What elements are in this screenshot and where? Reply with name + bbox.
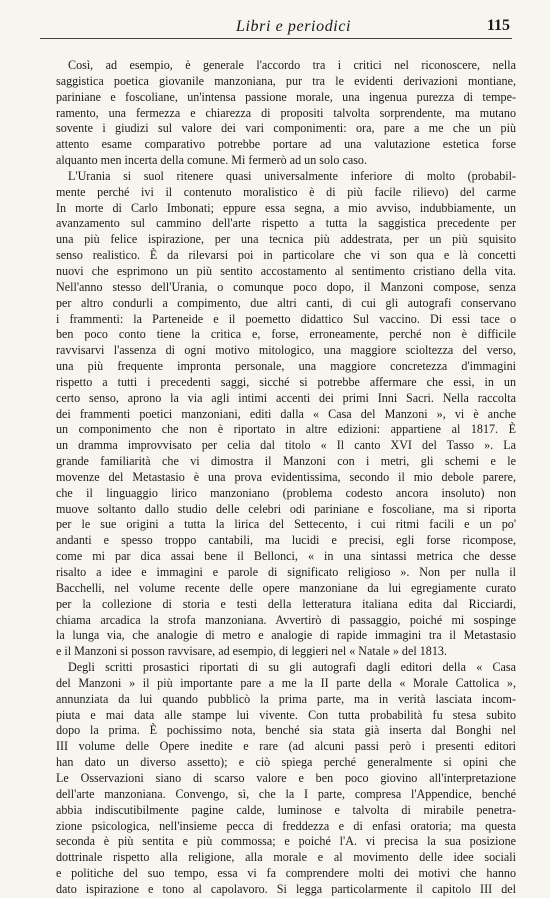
text-line: avanzamento sul cammino dell'arte rispetto a tutta la saggistica precedente per (56, 216, 516, 231)
text-line: una più frequente impronta personale, una maggiore concretezza d'immagini (56, 359, 516, 374)
text-line: Le Osservazioni siano di scarso valore e ben poco giovino all'interpretazione (56, 770, 516, 785)
text-line: ramento, una fermezza e chiarezza di propositi talvolta sorprendente, ma mutano (56, 105, 516, 120)
text-line: un dramma improvvisato per celia dal titolo « Il canto XVI del Tasso ». La (56, 438, 516, 453)
text-line: attento esame comparativo potrebbe portare ad una valutazione estetica forse (56, 137, 516, 152)
text-line: annunziata da lui quando pubblicò la prima parte, ma in verità lasciata incom- (56, 691, 516, 706)
text-line: senso realistico. È da rilevarsi poi in particolare che vi son qua e là concetti (56, 248, 516, 263)
text-line: per la collezione di storia e testi della letteratura italiana edita dal Ricciardi, (56, 596, 516, 611)
text-line: III volume delle Opere inedite e rare (ad alcuni passi però i presenti editori (56, 739, 516, 754)
text-line: Così, ad esempio, è generale l'accordo tra i critici nel riconoscere, nella (68, 58, 516, 72)
body-text (56, 58, 516, 898)
text-line: un componimento che non è riportato in altre edizioni: appartiene al 1817. È (56, 422, 516, 437)
text-line: dopo la prima. È pochissimo nota, benché sia stata già inserta dal Bonghi nel (56, 723, 516, 738)
text-line: mente perché ivi il contenuto moralistico è di più facile rilievo) del carme (56, 184, 516, 199)
text-line: seconda è più sentita e più commossa; e poiché l'A. vi precisa la sua posizione (56, 834, 516, 849)
text-line: per altro condurli a compimento, due altri canti, di cui gli autografi conservano (56, 295, 516, 310)
text-line: ben poco conto tiene la critica e, forse, erroneamente, perché non è difficile (56, 327, 516, 342)
text-line: pariniane e foscoliane, un'intensa passione morale, una ingenua purezza di tempe- (56, 89, 516, 104)
text-line: L'Urania si suol ritenere quasi universalmente inferiore di molto (probabil- (68, 168, 516, 183)
text-line: muove soltanto dallo studio delle celebri odi pariniane e foscoliane, ma si riporta (56, 501, 516, 516)
text-line: han dato un diverso assetto); e ciò spiega perché generalmente si opini che (56, 755, 516, 770)
text-line: In morte di Carlo Imbonati; eppure essa segna, a mio avviso, indubbiamente, un (56, 200, 516, 215)
text-line: saggistica poetica giovanile manzoniana, pur tra le evidenti derivazioni montiane, (56, 73, 516, 88)
text-line: Bacchelli, nel volume recente delle opere manzoniane da lui egregiamente curato (56, 580, 516, 595)
text-line: del Manzoni » il più importante pare a me la II parte della « Morale Cattolica », (56, 675, 516, 690)
text-line: rispetto a tutti i precedenti saggi, sicché si potrebbe affermare che essi, in un (56, 374, 516, 389)
text-line: andanti e spesso troppo cantabili, ma lucidi e precisi, egli forse ricompose, (56, 533, 516, 548)
page-number: 115 (486, 17, 510, 34)
text-line: alquanto men incerta della comune. Mi fermerò ad un solo caso. (56, 153, 367, 168)
text-line: Nell'anno stesso dell'Urania, o comunque poco dopo, il Manzoni compose, senza (56, 279, 516, 294)
text-line: nuovi che esprimono un più sentito accostamento al sentimento cristiano della vita. (56, 263, 516, 278)
text-line: dato ispirazione e tono al capolavoro. Si legga particolarmente il capitolo III del (56, 881, 516, 896)
text-line: risalto a idee e immagini e parole di significato religioso ». Non per nulla il (56, 565, 516, 579)
text-line: e il Manzoni si posson ravvisare, ad esempio, di leggieri nel « Natale » del 1813. (56, 644, 447, 659)
text-line: zione psicologica, nell'insieme pecca di freddezza e di enfasi oratoria; ma questa (56, 818, 516, 833)
text-line: movenze del Metastasio è una prova evidentissima, secondo il mio debole parere, (56, 469, 516, 484)
text-line: piuta e mai data alle stampe lui vivente. Con tutta probabilità fu stesa subito (56, 707, 516, 722)
text-line: e politiche del suo tempo, essa vi fa comprendere molti dei motivi che hanno (56, 866, 516, 881)
running-header (40, 14, 512, 39)
text-line: grande familiarità che vi dimostra il Manzoni con i metri, gli schemi e le (56, 454, 516, 469)
text-line: dottrinale rispetto alla religione, alla morale e al movimento delle idee sociali (56, 850, 516, 865)
text-line: che il linguaggio lirico manzoniano (problema codesto ancora insoluto) non (56, 485, 516, 500)
text-line: una più felice ispirazione, per una tecnica più addestrata, per un più squisito (56, 232, 516, 247)
text-line: Degli scritti prosastici riportati di su gli autografi dagli editori della « Casa (68, 660, 516, 675)
text-line: come mi par dica assai bene il Bellonci, « in una sintassi metrica che desse (56, 549, 516, 564)
text-line: certo senso, aprono la via agli intimi accenti dei primi Inni Sacri. Nella raccolta (56, 390, 516, 405)
text-line: chiama arcadica la strofa manzoniana. Avvertirò di passaggio, poiché mi sospinge (56, 612, 516, 627)
text-line: per le sue origini a tutta la lirica del Settecento, i cui ritmi facili e un po' (56, 517, 516, 532)
text-line: dei frammenti poetici manzoniani, editi dalla « Casa del Manzoni », vi è anche (56, 406, 516, 421)
text-line: la lunga via, che analogie di metro e analogie di rapide immagini tra il Metastasio (56, 628, 516, 643)
text-line: ravvisarvi l'assenza di ogni motivo mitologico, una maggiore scioltezza del verso, (56, 343, 516, 358)
text-line: sovente i giudizi sul valore dei vari componimenti: ora, pare a me che un più (56, 121, 516, 136)
text-line: abbia indiscutibilmente pagine calde, luminose e talvolta di mirabile penetra- (56, 802, 516, 817)
text-line: i frammenti: la Parteneide e il poemetto didattico Sul vaccino. Di essi tace o (56, 311, 516, 326)
running-title: Libri e periodici (236, 18, 352, 35)
text-line: dell'arte manzoniana. Convengo, sì, che la I parte, compresa l'Appendice, benché (56, 786, 516, 801)
